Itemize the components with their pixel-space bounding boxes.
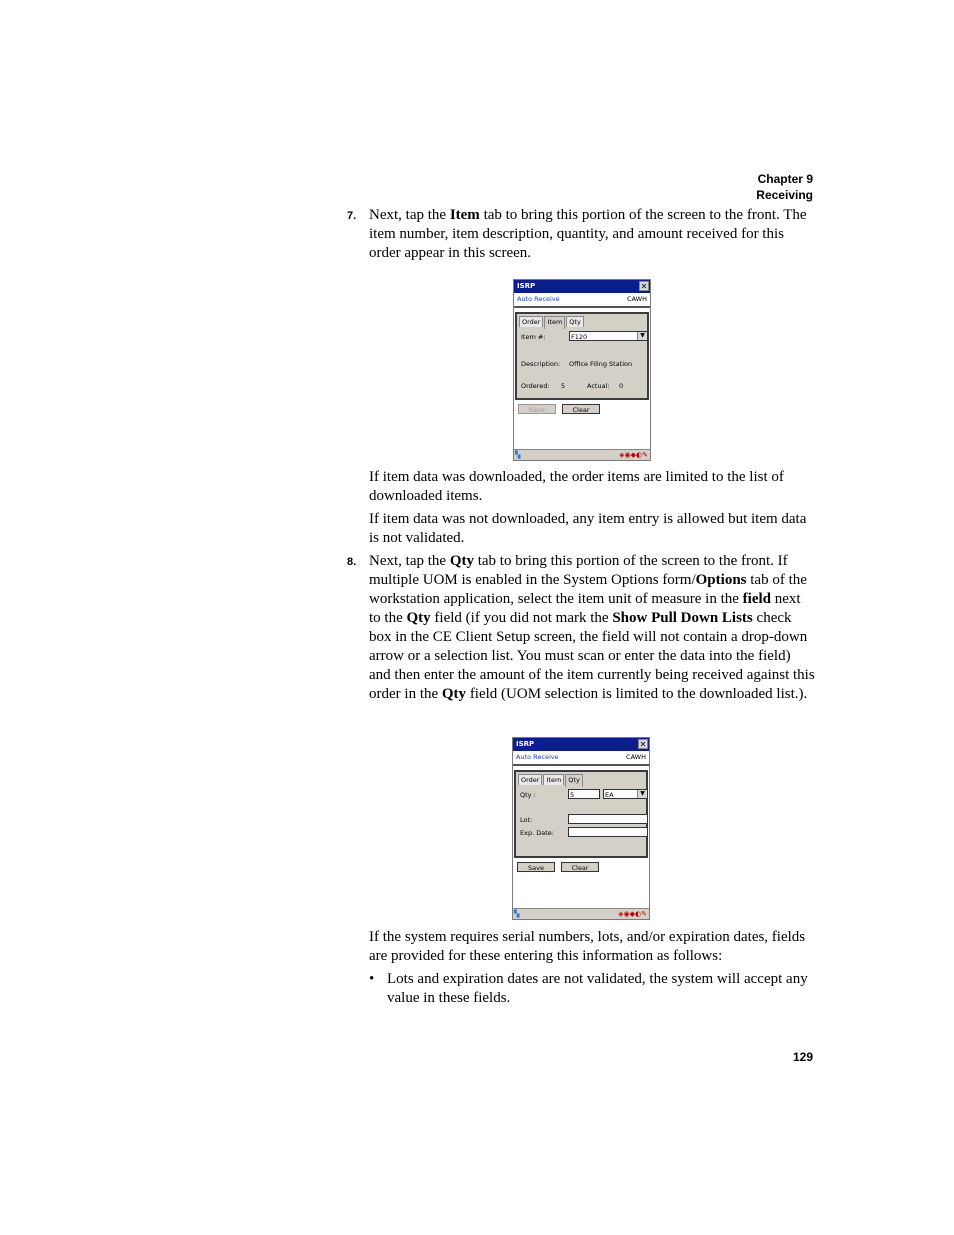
ordered-label: Ordered: bbox=[521, 382, 550, 390]
item-number-label: Item #: bbox=[521, 333, 546, 341]
item-number-field[interactable]: F120 ▼ bbox=[569, 331, 648, 341]
actual-value: 0 bbox=[619, 382, 624, 390]
tab-order[interactable]: Order bbox=[519, 316, 543, 327]
bullet-mark: • bbox=[369, 971, 375, 987]
qty-field[interactable]: 5 bbox=[568, 789, 600, 799]
page-number: 129 bbox=[792, 1050, 813, 1064]
tab-strip bbox=[516, 772, 646, 788]
section-label: Receiving bbox=[756, 188, 813, 202]
description-value: Office Filing Station bbox=[569, 360, 633, 368]
mode-bar: Auto Receive CAWH bbox=[513, 751, 649, 766]
step-number: 7. bbox=[347, 210, 357, 222]
lot-label: Lot: bbox=[520, 816, 533, 824]
tab-strip bbox=[517, 314, 647, 330]
screenshot-qty-tab bbox=[512, 737, 650, 920]
tray-icons[interactable]: ◈◉◆◐✎ bbox=[619, 451, 648, 459]
start-icon[interactable]: ▚ bbox=[514, 910, 520, 918]
close-icon[interactable]: ✕ bbox=[640, 282, 648, 291]
step-7-text: Next, tap the Item tab to bring this portion of the screen to the front. The item number, item description, quantity, and amount received for this order appear in this screen. bbox=[369, 207, 807, 261]
taskbar bbox=[513, 908, 649, 919]
exp-date-label: Exp. Date: bbox=[520, 829, 554, 837]
para-downloaded: If item data was downloaded, the order items are limited to the list of downloaded items. bbox=[369, 469, 784, 504]
taskbar bbox=[514, 449, 650, 460]
window-title-bar: ISRP ✕ bbox=[514, 280, 650, 293]
screenshot-item-tab bbox=[513, 279, 651, 461]
clear-button[interactable]: Clear bbox=[562, 404, 600, 414]
tab-qty[interactable]: Qty bbox=[565, 774, 583, 787]
chapter-label: Chapter 9 bbox=[757, 172, 813, 186]
clear-button[interactable]: Clear bbox=[561, 862, 599, 872]
lot-field[interactable] bbox=[568, 814, 648, 824]
para-serial-lots: If the system requires serial numbers, lots, and/or expiration dates, fields are provided for these entering this information as follows: bbox=[369, 929, 806, 964]
tab-order[interactable]: Order bbox=[518, 774, 542, 785]
tray-icons[interactable]: ◈◉◆◐✎ bbox=[618, 910, 647, 918]
actual-label: Actual: bbox=[587, 382, 610, 390]
save-button[interactable]: Save bbox=[518, 404, 556, 414]
para-not-downloaded: If item data was not downloaded, any item entry is allowed but item data is not validated. bbox=[369, 511, 807, 546]
start-icon[interactable]: ▚ bbox=[515, 451, 521, 459]
qty-label: Qty : bbox=[520, 791, 536, 799]
ordered-value: 5 bbox=[561, 382, 566, 390]
mode-bar: Auto Receive CAWH bbox=[514, 293, 650, 308]
tab-item[interactable]: Item bbox=[544, 316, 565, 329]
chevron-down-icon[interactable]: ▼ bbox=[637, 332, 647, 340]
tab-item[interactable]: Item bbox=[543, 774, 564, 785]
bullet-text: Lots and expiration dates are not validated, the system will accept any value in these fields. bbox=[387, 971, 808, 1006]
form-panel bbox=[515, 312, 649, 400]
exp-date-field[interactable] bbox=[568, 827, 648, 837]
chevron-down-icon[interactable]: ▼ bbox=[637, 790, 647, 798]
form-panel bbox=[514, 770, 648, 858]
save-button[interactable]: Save bbox=[517, 862, 555, 872]
uom-select[interactable]: EA ▼ bbox=[603, 789, 648, 799]
close-icon[interactable]: ✕ bbox=[639, 740, 647, 749]
step-number: 8. bbox=[347, 556, 357, 568]
description-label: Description: bbox=[521, 360, 561, 368]
step-8-text: Next, tap the Qty tab to bring this portion of the screen to the front. If multiple UOM is enabled in the System Options form/Options tab of the workstation application, select the item unit of measure in the field next to the Qty field (if you did not mark the Show Pull Down Lists check box in the CE Client Setup screen, the field will not contain a drop-down arrow or a selection list. You must scan or enter the data into the field) and then enter the amount of the item currently being received against this order in the Qty field (UOM selection is limited to the downloaded list.). bbox=[369, 553, 815, 702]
tab-qty[interactable]: Qty bbox=[566, 316, 584, 327]
window-title-bar: ISRP ✕ bbox=[513, 738, 649, 751]
